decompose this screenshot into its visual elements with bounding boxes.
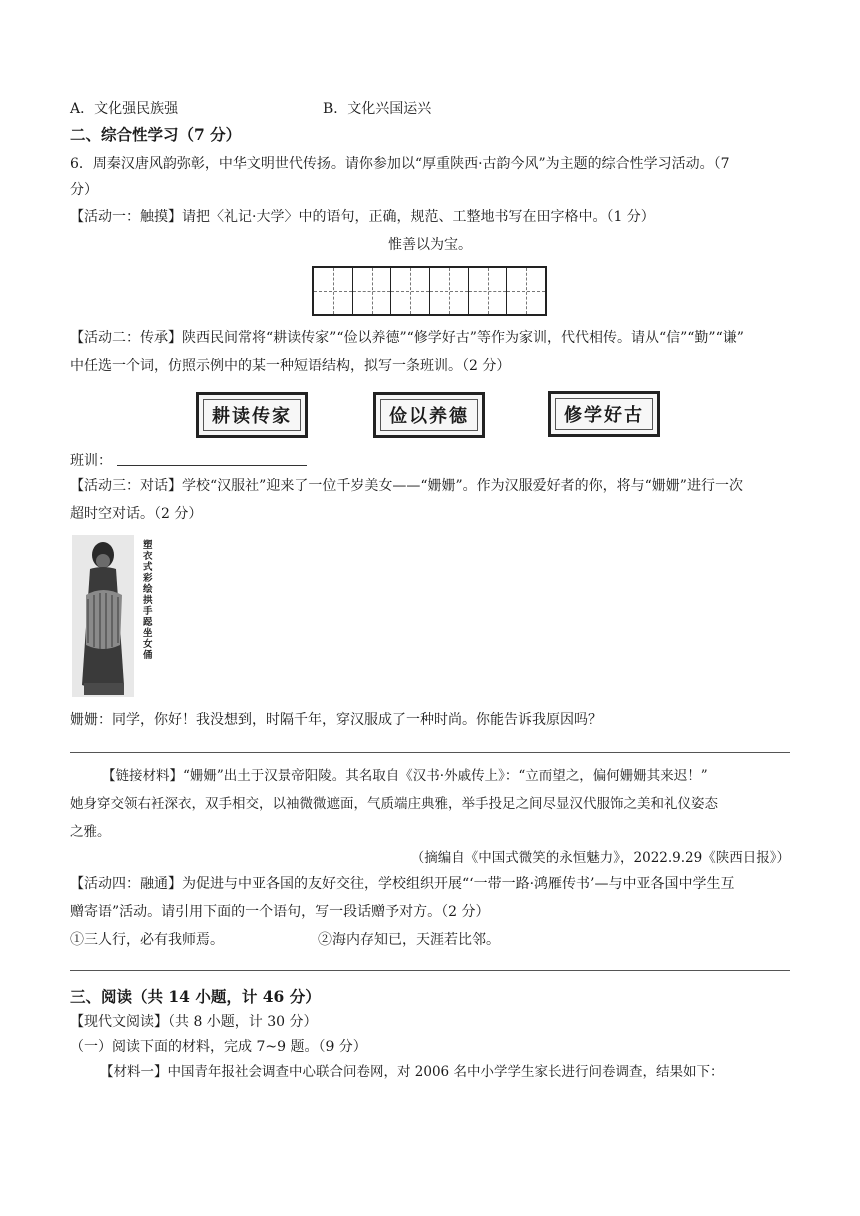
grid-cell[interactable]: [507, 268, 545, 314]
material1-text: 【材料一】中国青年报社会调查中心联合问卷网，对 2006 名中小学学生家长进行问卷调查，结果如下：: [100, 1064, 724, 1080]
link-material-line3: 之雅。: [70, 824, 111, 840]
activity4-line1: 【活动四：融通】为促进与中亚各国的友好交往，学校组织开展“‘一带一路·鸿雁传书’—与中亚各国中学生互: [70, 876, 735, 892]
link-material-line2: 她身穿交领右衽深衣，双手相交，以袖微微遮面，气质端庄典雅，举手投足之间尽显汉代服饰之美和礼仪姿态: [70, 796, 718, 812]
choice-1: ①三人行，必有我师焉。: [70, 932, 224, 948]
material-source: （摘编自《中国式微笑的永恒魅力》，2022.9.29《陕西日报》）: [410, 850, 790, 866]
section3-title: 三、阅读（共 14 小题，计 46 分）: [70, 987, 321, 1006]
choice-2: ②海内存知已，天涯若比邻。: [318, 932, 500, 948]
activity2-line2: 中任选一个词，仿照示例中的某一种短语结构，拟写一条班训。（2 分）: [70, 358, 511, 374]
q6-intro-line1: 6．周秦汉唐风韵弥彰，中华文明世代传扬。请你参加以“厚重陕西·古韵今风”为主题的综合性学习活动。（7: [70, 156, 730, 172]
activity2-line1: 【活动二：传承】陕西民间常将“耕读传家”“俭以养德”“修学好古”等作为家训，代代相传。请从“信”“勤”“谦”: [70, 330, 744, 346]
option-a: A．文化强民族强: [70, 101, 179, 117]
statue-image: [72, 535, 134, 697]
plaque-xiuxue: 修学好古: [548, 391, 660, 437]
modern-reading-heading: 【现代文阅读】（共 8 小题，计 30 分）: [70, 1014, 318, 1030]
activity4-line2: 赠寄语”活动。请引用下面的一个语句，写一段话赠予对方。（2 分）: [70, 904, 490, 920]
grid-cell[interactable]: [391, 268, 430, 314]
link-material-line1: 【链接材料】“姗姗”出土于汉景帝阳陵。其名取自《汉书·外戚传上》：“立而望之，偏何姗姗其来迟！”: [102, 768, 708, 784]
grid-cell[interactable]: [469, 268, 508, 314]
answer-line-2[interactable]: [70, 970, 790, 971]
section2-title: 二、综合性学习（7 分）: [70, 125, 242, 144]
plaque-gengdu: 耕读传家: [196, 392, 308, 438]
ban-xun-answer-line[interactable]: [117, 465, 307, 466]
part1-instructions: （一）阅读下面的材料，完成 7~9 题。（9 分）: [70, 1039, 367, 1055]
grid-cell[interactable]: [353, 268, 392, 314]
q6-intro-line2: 分）: [70, 182, 98, 198]
activity3-line2: 超时空对话。（2 分）: [70, 506, 203, 522]
statue-caption: 塑衣式彩绘拱手跽坐女俑: [143, 540, 153, 661]
answer-line-1[interactable]: [70, 752, 790, 753]
grid-cell[interactable]: [430, 268, 469, 314]
activity3-line1: 【活动三：对话】学校“汉服社”迎来了一位千岁美女——“姗姗”。作为汉服爱好者的你，将与“姗姗”进行一次: [70, 478, 743, 494]
plaque-jianyi: 俭以养德: [373, 392, 485, 438]
ban-xun-label: 班训：: [70, 453, 112, 469]
tianzige-grid[interactable]: [312, 266, 547, 316]
activity1-text: 【活动一：触摸】请把〈礼记·大学〉中的语句，正确，规范、工整地书写在田字格中。（1 分）: [70, 209, 655, 225]
quote-text: 惟善以为宝。: [388, 237, 472, 253]
option-b: B．文化兴国运兴: [323, 101, 432, 117]
grid-cell[interactable]: [314, 268, 353, 314]
shanshan-dialogue: 姗姗：同学，你好！我没想到，时隔千年，穿汉服成了一种时尚。你能告诉我原因吗？: [70, 712, 602, 728]
